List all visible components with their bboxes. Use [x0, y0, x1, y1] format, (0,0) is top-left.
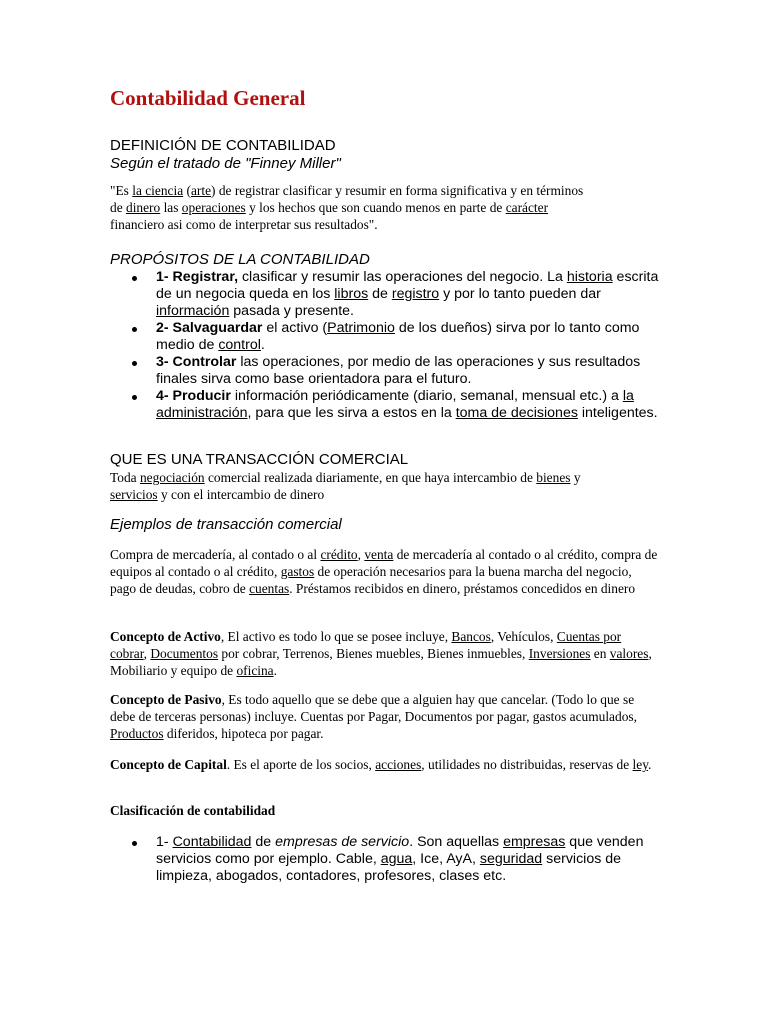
text: . Préstamos recibidos en dinero, préstamos concedidos en dinero	[289, 581, 636, 596]
capital-paragraph	[110, 756, 655, 773]
link-documentos[interactable]: Documentos	[150, 646, 219, 661]
examples-paragraph	[110, 546, 660, 597]
link-cuentas-por-cobrar[interactable]: Cuentas por cobrar	[110, 629, 622, 661]
link-bancos[interactable]: Bancos	[451, 629, 491, 644]
list-item	[110, 354, 665, 388]
link-bienes[interactable]: bienes	[536, 470, 571, 485]
clasificacion-list	[110, 834, 650, 885]
transaction-section	[110, 451, 670, 503]
text: , utilidades no distribuidas, reservas de	[421, 757, 633, 772]
italic-text: empresas de servicio	[275, 834, 410, 850]
text: "Es	[110, 183, 133, 198]
definition-section	[110, 137, 670, 233]
examples-section	[110, 516, 670, 597]
link-oficina[interactable]: oficina	[236, 663, 274, 678]
text: financiero asi como de interpretar sus resultados".	[110, 217, 378, 232]
link-seguridad[interactable]: seguridad	[479, 851, 543, 867]
link-registro[interactable]: registro	[391, 286, 440, 302]
link-la-administracion[interactable]: la administración	[156, 388, 634, 421]
link-inversiones[interactable]: Inversiones	[528, 646, 591, 661]
text: clasificar y resumir las operaciones del negocio. La	[238, 269, 567, 285]
page-title: Contabilidad General	[110, 86, 306, 110]
text: Toda	[110, 470, 140, 485]
bold-text: 4- Producir	[156, 388, 231, 404]
link-historia[interactable]: historia	[566, 269, 613, 285]
text: , para que les sirva a estos en la	[247, 405, 456, 421]
link-arte[interactable]: arte	[190, 183, 212, 198]
list-item	[110, 388, 665, 422]
text: , Vehículos,	[490, 629, 557, 644]
text: , Es todo aquello que se debe que a alguien hay que cancelar. (Todo lo que se debe de terceras personas) incluye. Cuentas por Pagar, Documentos por pagar, gastos acumulados,	[110, 692, 637, 724]
link-libros[interactable]: libros	[334, 286, 369, 302]
text: . Es el aporte de los socios,	[226, 757, 376, 772]
list-item	[110, 269, 665, 320]
clasificacion-section	[110, 802, 670, 885]
text: ,	[357, 547, 365, 562]
purposes-section	[110, 251, 670, 422]
link-toma-de-decisiones[interactable]: toma de decisiones	[455, 405, 578, 421]
bullet-icon	[132, 395, 137, 400]
text: en	[590, 646, 610, 661]
text: de	[368, 286, 392, 302]
text: y por lo tanto pueden dar	[439, 286, 601, 302]
examples-heading: Ejemplos de transacción comercial	[110, 516, 342, 533]
bullet-icon	[132, 841, 137, 846]
bold-text: 1- Registrar,	[156, 269, 239, 285]
list-item	[110, 834, 650, 885]
text: .	[273, 663, 277, 678]
link-dinero[interactable]: dinero	[126, 200, 161, 215]
link-cuentas[interactable]: cuentas	[249, 581, 290, 596]
bold-text: 2- Salvaguardar	[156, 320, 263, 336]
definition-subheading: Según el tratado de "Finney Miller"	[110, 155, 341, 172]
purposes-heading: PROPÓSITOS DE LA CONTABILIDAD	[110, 251, 370, 268]
text: , Mobiliario y equipo de	[110, 646, 652, 678]
purposes-list	[110, 269, 665, 422]
link-empresas[interactable]: empresas	[503, 834, 566, 850]
clasificacion-heading: Clasificación de contabilidad	[110, 803, 276, 818]
text: comercial realizada diariamente, en que haya intercambio de	[204, 470, 537, 485]
bold-text: Concepto de Capital	[110, 757, 227, 772]
bold-text: 3- Controlar	[156, 354, 237, 370]
text: información periódicamente (diario, semanal, mensual etc.) a	[230, 388, 623, 404]
bold-text: Concepto de Activo	[110, 629, 221, 644]
text: inteligentes.	[577, 405, 658, 421]
link-caracter[interactable]: carácter	[505, 200, 549, 215]
text: y	[570, 470, 581, 485]
text: .	[648, 757, 652, 772]
text: escrita de un negocia queda en los	[156, 269, 659, 302]
link-credito[interactable]: crédito	[320, 547, 358, 562]
link-gastos[interactable]: gastos	[280, 564, 315, 579]
link-ley[interactable]: ley	[632, 757, 649, 772]
text: las	[160, 200, 182, 215]
text: las operaciones, por medio de las operaciones y sus resultados finales sirva como base orientadora para el futuro.	[156, 354, 641, 387]
definition-heading: DEFINICIÓN DE CONTABILIDAD	[110, 137, 336, 154]
text: y los hechos que son cuando menos en parte de	[245, 200, 506, 215]
text: ) de registrar clasificar y resumir en forma significativa y en términos de	[110, 183, 584, 215]
link-acciones[interactable]: acciones	[375, 757, 422, 772]
text: de operación necesarios para la buena marcha del negocio, pago de deudas, cobro de	[110, 564, 632, 596]
text: de	[251, 834, 276, 850]
text: diferidos, hipoteca por pagar.	[163, 726, 324, 741]
bullet-icon	[132, 361, 137, 366]
text: .	[260, 337, 265, 353]
link-patrimonio[interactable]: Patrimonio	[327, 320, 395, 336]
link-servicios[interactable]: servicios	[110, 487, 158, 502]
text: el activo (	[262, 320, 328, 336]
list-item	[110, 320, 665, 354]
text: (	[183, 183, 191, 198]
link-valores[interactable]: valores	[609, 646, 649, 661]
text: Compra de mercadería, al contado o al	[110, 547, 321, 562]
link-operaciones[interactable]: operaciones	[181, 200, 246, 215]
link-productos[interactable]: Productos	[110, 726, 164, 741]
bullet-icon	[132, 276, 137, 281]
text: , Ice, AyA,	[412, 851, 480, 867]
text: y con el intercambio de dinero	[157, 487, 325, 502]
text: pasada y presente.	[229, 303, 354, 319]
text: de mercadería al contado o al crédito, compra de equipos al contado o al crédito,	[110, 547, 658, 579]
link-venta[interactable]: venta	[364, 547, 394, 562]
transaction-heading: QUE ES UNA TRANSACCIÓN COMERCIAL	[110, 451, 409, 468]
link-control[interactable]: control	[218, 337, 261, 353]
activo-paragraph	[110, 628, 660, 679]
definition-paragraph	[110, 182, 590, 233]
pasivo-paragraph	[110, 691, 660, 742]
text: de los dueños) sirva por lo tanto como medio de	[156, 320, 640, 353]
link-contabilidad[interactable]: Contabilidad	[172, 834, 252, 850]
text: que venden servicios como por ejemplo. Cable,	[156, 834, 644, 867]
link-negociacion[interactable]: negociación	[139, 470, 205, 485]
text: por cobrar, Terrenos, Bienes muebles, Bienes inmuebles,	[218, 646, 529, 661]
bold-text: Concepto de Pasivo	[110, 692, 222, 707]
text: 1-	[156, 834, 173, 850]
bullet-icon	[132, 327, 137, 332]
text: , El activo es todo lo que se posee incluye,	[220, 629, 452, 644]
text: servicios de limpieza, abogados, contadores, profesores, clases etc.	[156, 851, 622, 884]
link-la-ciencia[interactable]: la ciencia	[132, 183, 184, 198]
link-agua[interactable]: agua	[380, 851, 413, 867]
text: ,	[143, 646, 151, 661]
transaction-paragraph	[110, 469, 590, 503]
link-informacion[interactable]: información	[156, 303, 230, 319]
text: . Son aquellas	[409, 834, 504, 850]
